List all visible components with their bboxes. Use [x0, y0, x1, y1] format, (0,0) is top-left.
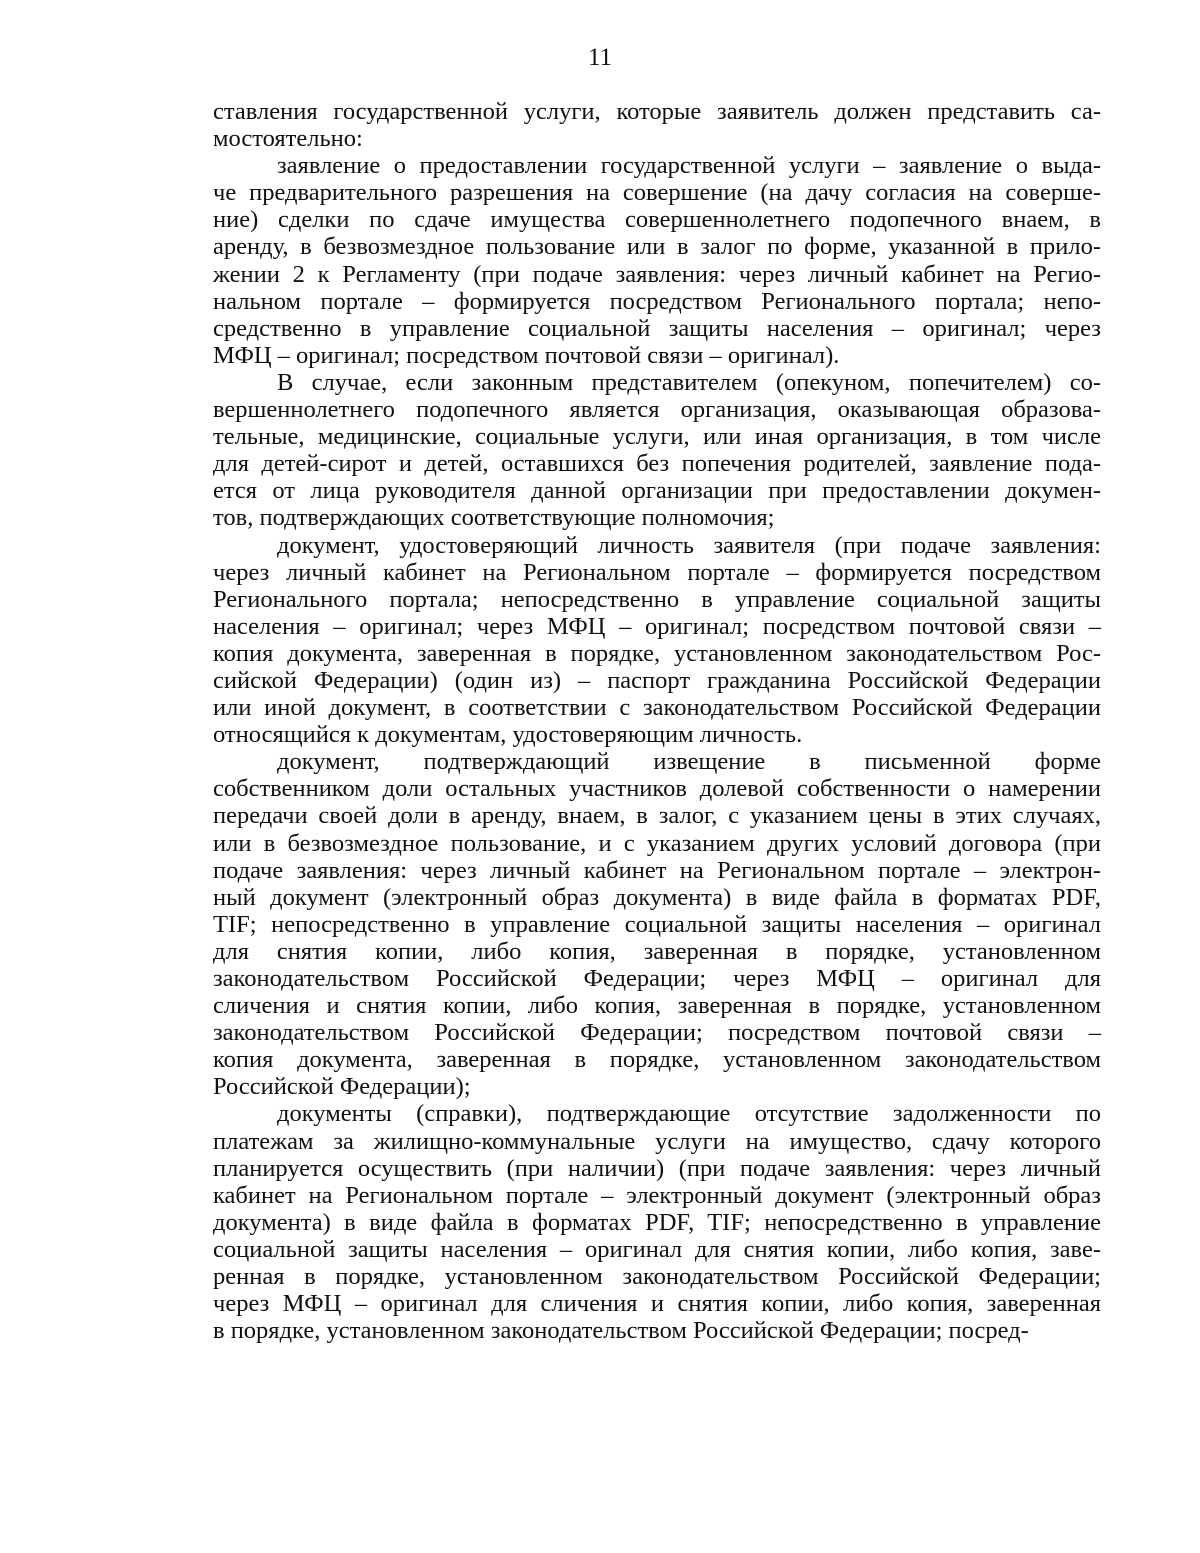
text-line: подаче заявления: через личный кабинет на Региональном портале – электрон-	[213, 856, 1101, 884]
text-line: МФЦ – оригинал; посредством почтовой связи – оригинал).	[213, 341, 840, 369]
text-line: жении 2 к Регламенту (при подаче заявления: через личный кабинет на Регио-	[213, 260, 1101, 288]
text-line: средственно в управление социальной защиты населения – оригинал; через	[213, 314, 1101, 342]
text-line: Регионального портала; непосредственно в управление социальной защиты	[213, 585, 1101, 613]
text-line: документы (справки), подтверждающие отсутствие задолженности по	[277, 1100, 1101, 1128]
text-line: че предварительного разрешения на совершение (на дачу согласия на соверше-	[213, 179, 1101, 207]
text-line: мостоятельно:	[213, 125, 363, 153]
text-line: тов, подтверждающих соответствующие полномочия;	[213, 504, 775, 532]
paragraph	[213, 369, 1101, 532]
paragraph	[213, 98, 1101, 152]
text-line: для снятия копии, либо копия, заверенная в порядке, установленном	[213, 937, 1101, 965]
text-line: платежам за жилищно-коммунальные услуги на имущество, сдачу которого	[213, 1127, 1101, 1155]
text-line: сличения и снятия копии, либо копия, заверенная в порядке, установленном	[213, 992, 1101, 1020]
text-line: ется от лица руководителя данной организации при предоставлении докумен-	[213, 477, 1101, 505]
text-line: для детей-сирот и детей, оставшихся без попечения родителей, заявление пода-	[213, 450, 1101, 478]
text-line: ставления государственной услуги, которые заявитель должен представить са-	[213, 98, 1101, 125]
text-line: законодательством Российской Федерации; посредством почтовой связи –	[213, 1019, 1101, 1047]
text-line: через личный кабинет на Региональном портале – формируется посредством	[213, 558, 1101, 586]
text-line: документ, удостоверяющий личность заявителя (при подаче заявления:	[277, 531, 1101, 559]
text-line: TIF; непосредственно в управление социальной защиты населения – оригинал	[213, 910, 1101, 938]
text-line: тельные, медицинские, социальные услуги, или иная организация, в том числе	[213, 423, 1101, 451]
text-line: Российской Федерации);	[213, 1073, 471, 1101]
paragraph	[213, 748, 1101, 1100]
text-line: копия документа, заверенная в порядке, установленном законодательством	[213, 1046, 1101, 1074]
text-line: кабинет на Региональном портале – электронный документ (электронный образ	[213, 1181, 1101, 1209]
text-line: социальной защиты населения – оригинал для снятия копии, либо копия, заве-	[213, 1235, 1101, 1263]
text-line: через МФЦ – оригинал для сличения и снятия копии, либо копия, заверенная	[213, 1290, 1101, 1318]
text-line: законодательством Российской Федерации; через МФЦ – оригинал для	[213, 965, 1101, 992]
text-line: В случае, если законным представителем (опекуном, попечителем) со-	[277, 368, 1101, 396]
text-line: вершеннолетнего подопечного является организация, оказывающая образова-	[213, 396, 1101, 424]
paragraph	[213, 532, 1101, 749]
text-line: заявление о предоставлении государственной услуги – заявление о выда-	[277, 152, 1101, 180]
text-line: ние) сделки по сдаче имущества совершеннолетнего подопечного внаем, в	[213, 206, 1101, 234]
text-line: населения – оригинал; через МФЦ – оригинал; посредством почтовой связи –	[213, 612, 1101, 640]
text-line: ный документ (электронный образ документа) в виде файла в форматах PDF,	[213, 883, 1101, 911]
text-line: сийской Федерации) (один из) – паспорт гражданина Российской Федерации	[213, 666, 1101, 694]
text-line: документ, подтверждающий извещение в письменной форме	[277, 748, 1101, 776]
text-line: относящийся к документам, удостоверяющим личность.	[213, 721, 803, 749]
text-line: или в безвозмездное пользование, и с указанием других условий договора (при	[213, 829, 1101, 857]
text-line: документа) в виде файла в форматах PDF, TIF; непосредственно в управление	[213, 1208, 1101, 1236]
text-line: аренду, в безвозмездное пользование или в залог по форме, указанной в прило-	[213, 233, 1101, 261]
text-line: собственником доли остальных участников долевой собственности о намерении	[213, 775, 1101, 803]
page-number: 11	[587, 44, 613, 71]
text-line: передачи своей доли в аренду, внаем, в залог, с указанием цены в этих случаях,	[213, 802, 1101, 830]
text-line: планируется осуществить (при наличии) (при подаче заявления: через личный	[213, 1154, 1101, 1182]
text-line: или иной документ, в соответствии с законодательством Российской Федерации	[213, 694, 1101, 722]
text-line: копия документа, заверенная в порядке, установленном законодательством Рос-	[213, 639, 1101, 667]
paragraph	[213, 1100, 1101, 1344]
text-line: нальном портале – формируется посредством Регионального портала; непо-	[213, 287, 1101, 315]
text-line: в порядке, установленном законодательством Российской Федерации; посред-	[213, 1317, 1029, 1345]
text-line: ренная в порядке, установленном законодательством Российской Федерации;	[213, 1263, 1101, 1291]
document-body	[213, 98, 1101, 1344]
paragraph	[213, 152, 1101, 369]
